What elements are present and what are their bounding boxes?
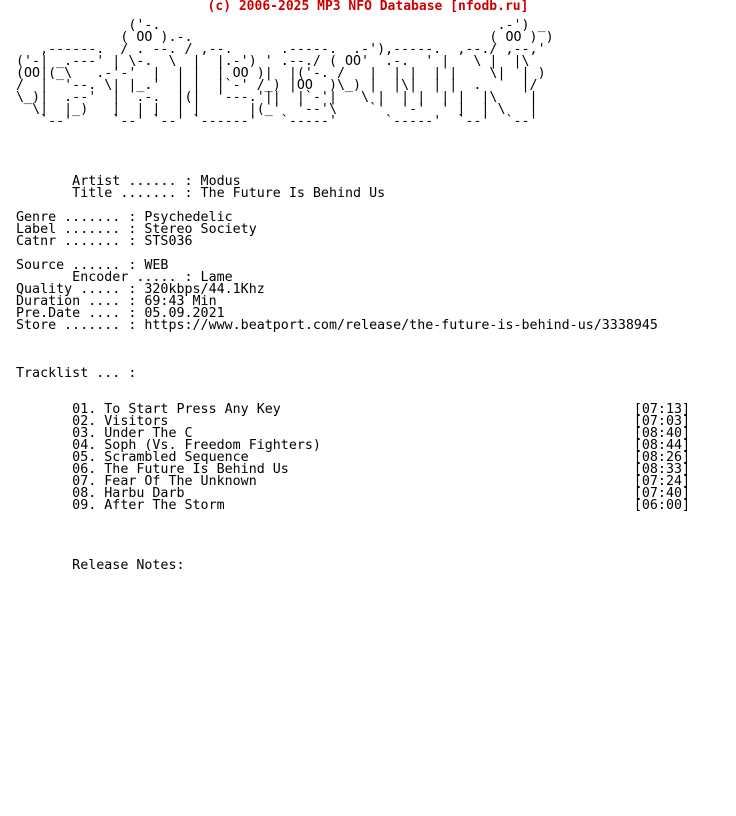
label-line: Label ....... : Stereo Society xyxy=(16,222,257,237)
ascii-logo-line: ('-. .-') _ xyxy=(16,18,546,33)
track-line: 06. The Future Is Behind Us [08:33] xyxy=(16,462,691,477)
duration-line: Duration .... : 69:43 Min xyxy=(16,294,217,309)
quality-line: Quality ..... : 320kbps/44.1Khz xyxy=(16,282,265,297)
ascii-logo-line: ( OO ).-. ( OO ) ) xyxy=(16,30,554,45)
ascii-logo-line: / | '--. \| |_.' | | |`-' /_) |OO )\_) | |\| | | . |/ xyxy=(16,78,538,93)
track-line: 07. Fear Of The Unknown [07:24] xyxy=(16,474,691,489)
title-line: Title ....... : The Future Is Behind Us xyxy=(16,186,386,201)
ascii-logo-line: `--' `--' `--' `------' `-----' `-----' `--' `--' xyxy=(16,114,538,129)
track-line: 01. To Start Press Any Key [07:13] xyxy=(16,402,691,417)
nfo-document xyxy=(16,20,690,572)
store-line: Store ....... : https://www.beatport.com/release/the-future-is-behind-us/3338945 xyxy=(16,318,658,333)
ascii-logo-line: \_)| .--' | .-. |(| '---.'|| |`-'| \ | | | | | |\ | xyxy=(16,90,538,105)
track-line: 08. Harbu Darb [07:40] xyxy=(16,486,691,501)
track-line: 02. Visitors [07:03] xyxy=(16,414,691,429)
encoder-line: Encoder ..... : Lame xyxy=(16,270,233,285)
ascii-logo-line: ,------. / . --. / ,--. .-----. .-'),-----. ,--./ ,--,' xyxy=(16,42,546,57)
ascii-logo-line: \| |_) | | | | | |(_' '--'\ `' '-' ' | | \ | xyxy=(16,102,538,117)
catnr-line: Catnr ....... : STS036 xyxy=(16,234,193,249)
tracklist-heading: Tracklist ... : xyxy=(16,366,137,381)
artist-line: Artist ...... : Modus xyxy=(16,174,241,189)
track-line: 05. Scrambled Sequence [08:26] xyxy=(16,450,691,465)
ascii-logo-line: (OO|(_\ .-'-' | | | | OO )| |('-. / | | | | | \| | ) xyxy=(16,66,546,81)
source-line: Source ...... : WEB xyxy=(16,258,169,273)
track-line: 09. After The Storm [06:00] xyxy=(16,498,691,513)
genre-line: Genre ....... : Psychedelic xyxy=(16,210,233,225)
predate-line: Pre.Date .... : 05.09.2021 xyxy=(16,306,225,321)
track-line: 03. Under The C [08:40] xyxy=(16,426,691,441)
nfo-database-credit: (c) 2006-2025 MP3 NFO Database [nfodb.ru] xyxy=(207,0,529,14)
track-line: 04. Soph (Vs. Freedom Fighters) [08:44] xyxy=(16,438,691,453)
release-notes-heading: Release Notes: xyxy=(16,558,185,573)
ascii-logo-line: ('-| _.---' | \-. \ | |.-') ' .--./ ( OO' .-. ' | \ | |\ xyxy=(16,54,530,69)
